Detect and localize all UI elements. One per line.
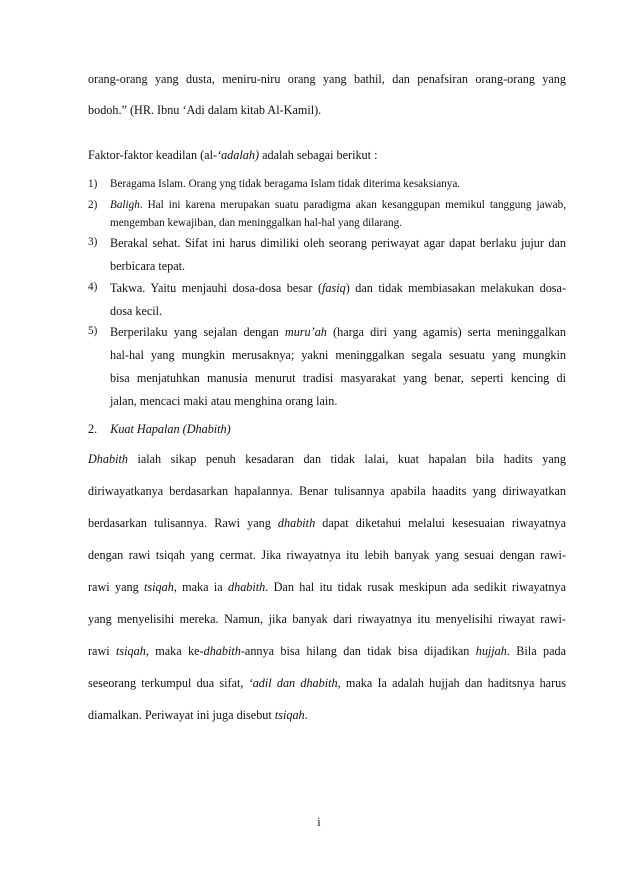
section-title: Kuat Hapalan (Dhabith) <box>110 422 231 436</box>
list-item-line: hal-hal yang mungkin merusaknya; yakni meninggalkan segala sesuatu yang mungkin <box>110 348 566 362</box>
fasiq-term: fasiq <box>322 281 346 295</box>
list-item-line: Berperilaku yang sejalan dengan muru’ah (harga diri yang agamis) serta meninggalkan <box>110 325 567 339</box>
paragraph-line: dengan rawi tsiqah yang cermat. Jika riwayatnya itu lebih banyak yang sesuai dengan rawi- <box>88 548 566 562</box>
factors-heading-term: ‘adalah) <box>217 148 260 162</box>
list-item-line: jalan, mencaci maki atau menghina orang lain. <box>110 394 338 408</box>
intro-line-1: orang-orang yang dusta, meniru-niru orang yang bathil, dan penafsiran orang-orang yang <box>88 72 566 86</box>
section-heading <box>88 422 566 437</box>
list-number: 5) <box>88 325 98 337</box>
paragraph-line: rawi tsiqah, maka ke-dhabith-annya bisa hilang dan tidak bisa dijadikan hujjah. Bila pada <box>88 644 566 658</box>
list-item-line: bisa menjatuhkan manusia menurut tradisi masyarakat yang benar, seperti kencing di <box>110 371 566 385</box>
list-number: 1) <box>88 178 98 190</box>
list-item-1 <box>88 178 566 190</box>
list-item-text: Beragama Islam. Orang yng tidak beragama Islam tidak diterima kesaksianya. <box>110 178 461 190</box>
list-item-5 <box>88 325 566 409</box>
page-number: i <box>317 815 321 829</box>
paragraph-line: yang menyelisihi mereka. Namun, jika banyak dari riwayatnya itu menyelisihi riwayat rawi- <box>88 612 566 626</box>
list-number: 4) <box>88 281 98 293</box>
paragraph-line: rawi yang tsiqah, maka ia dhabith. Dan hal itu tidak rusak meskipun ada sedikit riwayatnya <box>88 580 566 594</box>
intro-paragraph <box>88 72 566 118</box>
factors-heading-suffix: adalah sebagai berikut : <box>259 148 378 162</box>
list-number: 2) <box>88 199 98 211</box>
list-item-line: dosa kecil. <box>110 304 163 318</box>
list-number: 3) <box>88 236 98 248</box>
paragraph-line: diamalkan. Periwayat ini juga disebut tsiqah. <box>88 708 308 722</box>
factors-heading <box>88 148 566 163</box>
factors-heading-prefix: Faktor-faktor keadilan (al- <box>88 148 218 162</box>
baligh-term: Baligh <box>110 199 140 211</box>
paragraph-line: seseorang terkumpul dua sifat, ‘adil dan dhabith, maka Ia adalah hujjah dan haditsnya harus <box>88 676 566 690</box>
list-item-4 <box>88 281 566 319</box>
list-item-line: Takwa. Yaitu menjauhi dosa-dosa besar (fasiq) dan tidak membiasakan melakukan dosa- <box>110 281 567 295</box>
muruah-term: muru’ah <box>284 325 327 339</box>
intro-line-2: bodoh.” (HR. Ibnu ‘Adi dalam kitab Al-Kamil). <box>88 103 322 117</box>
paragraph-line: Dhabith ialah sikap penuh kesadaran dan tidak lalai, kuat hapalan bila hadits yang <box>88 452 566 466</box>
list-item-2 <box>88 199 566 229</box>
list-item-line: Baligh. Hal ini karena merupakan suatu paradigma akan kesanggupan memikul tanggung jawab, <box>110 199 566 211</box>
list-item-line: mengemban kewajiban, dan meninggalkan hal-hal yang dilarang. <box>110 217 403 229</box>
section-number: 2. <box>88 422 98 436</box>
list-item-3 <box>88 236 566 274</box>
paragraph-line: berdasarkan tulisannya. Rawi yang dhabith dapat diketahui melalui kesesuaian riwayatnya <box>88 516 566 530</box>
list-item-line: Berakal sehat. Sifat ini harus dimiliki oleh seorang periwayat agar dapat berlaku jujur dan <box>110 236 566 250</box>
dhabith-paragraph <box>88 452 566 723</box>
paragraph-line: diriwayatkanya berdasarkan hapalannya. Benar tulisannya apabila haadits yang diriwayatkan <box>88 484 566 498</box>
list-item-line: berbicara tepat. <box>110 259 186 273</box>
